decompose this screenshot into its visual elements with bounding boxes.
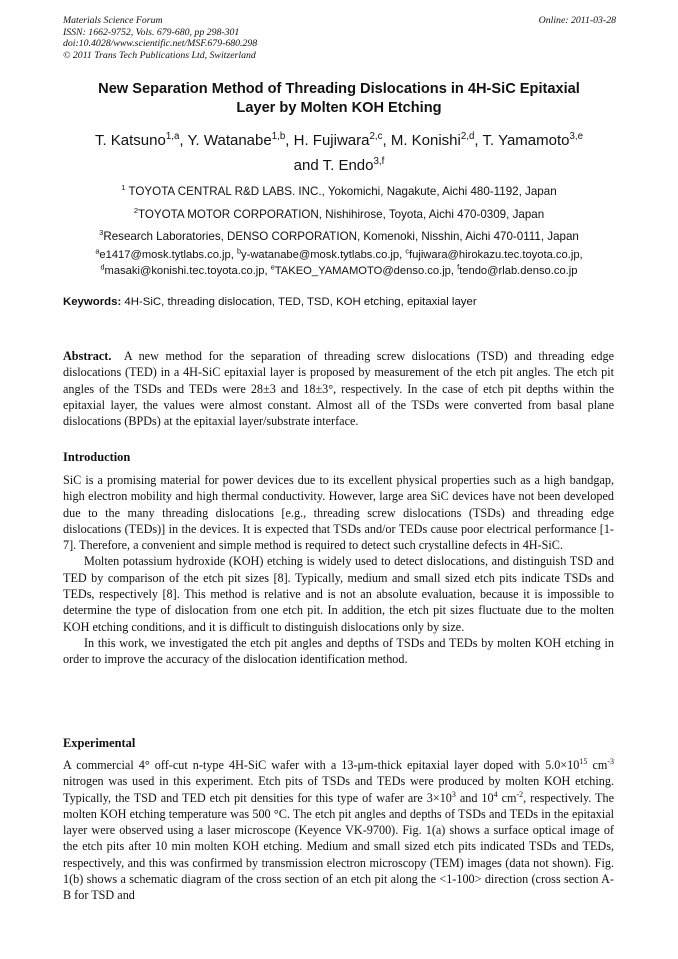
email-link[interactable]: masaki@konishi.tec.toyota.co.jp, (104, 264, 268, 277)
email-link[interactable]: fujiwara@hirokazu.tec.toyota.co.jp, (409, 249, 583, 261)
email-mark: f (457, 261, 460, 271)
author: T. Katsuno (94, 132, 166, 149)
abstract (63, 348, 614, 429)
text-run: cm (592, 758, 608, 772)
affiliation-3 (40, 226, 638, 249)
superscript: 15 (579, 757, 588, 766)
keywords (63, 296, 477, 308)
affiliation-number: 3 (99, 228, 104, 238)
email-line-2 (40, 261, 638, 280)
affiliations (40, 181, 638, 249)
author-affiliation-mark: 3,f (373, 156, 385, 167)
introduction-heading: Introduction (63, 450, 131, 464)
author-affiliation-mark: 2,c (369, 131, 383, 142)
abstract-text: A new method for the separation of threading screw dislocations (TSD) and threading edge dislocations (TED) in a 4H-SiC epitaxial layer is proposed by measurement of the etch pit angles. The etch pit angles of the TSDs and TEDs were 28±3 and 18±3°, respectively. In the case of etch pit depths within the epitaxial layer, the values were almost constant. Almost all of the TSDs were converted from basal plane dislocations (BPDs) at the epitaxial layer/substrate interface. (63, 349, 615, 429)
email-mark: b (236, 246, 242, 256)
author: M. Konishi (390, 132, 461, 149)
keywords-text: 4H-SiC, threading dislocation, TED, TSD, KOH etching, epitaxial layer (124, 296, 477, 308)
text-run: , respectively. The molten KOH etching temperature was 500 °C. The etch pit angles and depths of TSDs and TEDs in the epitaxial layer were observed using a laser microscope (Keyence VK-9700). Fig. 1(a) shows a surface optical image of the etch pits after 10 min molten KOH etching. Medium and small sized etch pits indicated TSDs and TEDs, respectively, and this was confirmed by transmission electron microscopy (TEM) images (data not shown). Fig. 1(b) shows a schematic diagram of the cross section of an etch pit along the <1-100> direction (cross section A-B for TSD and (63, 790, 614, 903)
email-addresses (40, 248, 638, 279)
affiliation-2 (40, 204, 638, 227)
email-link[interactable]: e1417@mosk.tytlabs.co.jp, (99, 249, 234, 261)
author-conjunction: and (293, 157, 319, 174)
email-link[interactable]: TAKEO_YAMAMOTO@denso.co.jp, (274, 264, 455, 277)
email-link[interactable]: tendo@rlab.denso.co.jp (459, 264, 578, 277)
online-date: Online: 2011-03-28 (538, 15, 616, 26)
email-link[interactable]: y-watanabe@mosk.tytlabs.co.jp, (241, 249, 403, 261)
author-list (40, 128, 638, 178)
email-mark: c (405, 246, 409, 256)
journal-info (63, 15, 257, 61)
affiliation-number: 1 (121, 183, 126, 193)
experimental-body (63, 757, 614, 904)
affiliation-text: TOYOTA CENTRAL R&D LABS. INC., Yokomichi, Nagakute, Aichi 480-1192, Japan (128, 185, 557, 198)
author: Y. Watanabe (187, 132, 272, 149)
author-affiliation-mark: 3,e (569, 131, 584, 142)
author-affiliation-mark: 1,b (271, 131, 286, 142)
paragraph: SiC is a promising material for power devices due to its excellent physical properties such as a high bandgap, high electron mobility and high thermal conductivity. However, large area SiC devices have not been developed due to the many threading dislocations [e.g., threading screw dislocations (TSDs) and threading edge dislocations (TEDs)] in the devices. It is expected that TSDs and/or TEDs cause poor electrical performance [1-7]. Therefore, a convenient and simple method is required to detect such crystalline defects in 4H-SiC. (63, 473, 614, 553)
author: H. Fujiwara (293, 132, 370, 149)
copyright: © 2011 Trans Tech Publications Ltd, Switzerland (63, 49, 256, 61)
email-mark: a (95, 246, 100, 256)
paper-title (40, 80, 638, 118)
author-line-2 (40, 153, 638, 178)
superscript: 3 (451, 789, 456, 799)
author: T. Endo (322, 157, 374, 174)
text-run: cm (501, 790, 517, 805)
journal-name: Materials Science Forum (63, 15, 163, 26)
doi: doi:10.4028/www.scientific.net/MSF.679-680.298 (63, 38, 258, 50)
abstract-label: Abstract. (63, 349, 112, 363)
experimental-heading: Experimental (63, 736, 136, 750)
superscript: -3 (607, 757, 614, 766)
text-run: A commercial 4° off-cut n-type 4H-SiC wafer with a 13-μm-thick epitaxial layer doped with 5.0×10 (63, 758, 580, 772)
affiliation-number: 2 (133, 205, 139, 215)
email-mark: e (270, 261, 275, 271)
author: T. Yamamoto (482, 132, 570, 149)
affiliation-text: TOYOTA MOTOR CORPORATION, Nishihirose, Toyota, Aichi 470-0309, Japan (138, 207, 545, 221)
superscript: 4 (493, 789, 498, 799)
paragraph: Molten potassium hydroxide (KOH) etching is widely used to detect dislocations, and distinguish TSD and TED by comparison of the etch pit sizes [8]. Typically, medium and small sized etch pits indicate TSDs and TEDs, respectively [8]. This method is relative and is not an absolute evaluation, because it is impossible to determine the type of dislocation from one etch pit. In addition, the etch pit sizes fluctuate due to the molten KOH etching conditions, and it is difficult to distinguish dislocations only by size. (63, 554, 614, 634)
issn: ISSN: 1662-9752, Vols. 679-680, pp 298-301 (63, 26, 240, 38)
title-line-1: New Separation Method of Threading Dislocations in 4H-SiC Epitaxial (98, 81, 580, 97)
title-line-2: Layer by Molten KOH Etching (236, 100, 442, 116)
author-affiliation-mark: 2,d (460, 131, 475, 142)
text-run: and 10 (455, 790, 494, 805)
introduction-body (63, 472, 614, 668)
paragraph (63, 757, 614, 904)
author-affiliation-mark: 1,a (165, 131, 180, 142)
email-line-1 (40, 248, 638, 264)
keywords-label: Keywords: (63, 296, 122, 308)
affiliation-text: Research Laboratories, DENSO CORPORATION, Komenoki, Nisshin, Aichi 470-0111, Japan (103, 230, 579, 243)
author-line-1: T. Katsuno$^{1,a}$, Y. Watanabe$^{1,b}$, H. Fujiwara$^{2,c}$, M. Konishi$^{2,d}$, T. Yamamoto$^{3,e}$ (94, 131, 584, 149)
paragraph: In this work, we investigated the etch pit angles and depths of TSDs and TEDs by molten KOH etching in order to improve the accuracy of the dislocation identification method. (63, 635, 614, 667)
affiliation-1 (40, 181, 638, 204)
email-mark: d (100, 261, 105, 271)
superscript: -2 (516, 789, 524, 799)
text-run: nitrogen was used in this experiment. Etch pits of TSDs and TEDs were produced by molten KOH etching. Typically, the TSD and TED etch pit densities for this type of wafer are 3×10 (63, 774, 614, 805)
